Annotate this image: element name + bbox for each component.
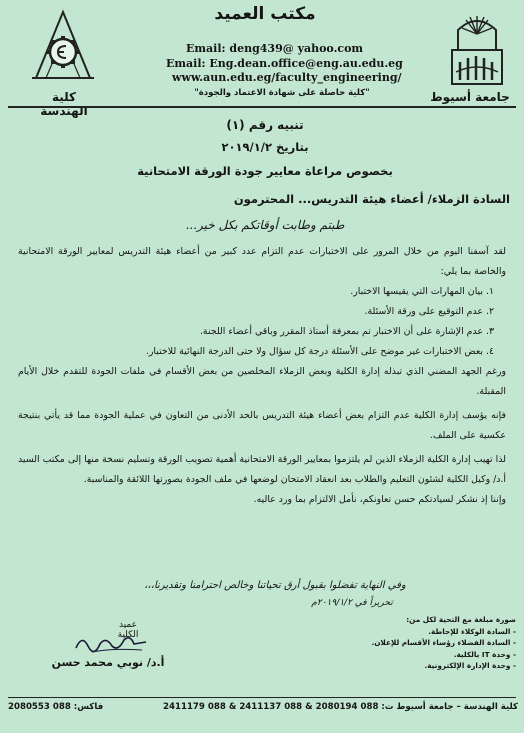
copies-item: - السادة الفضلاء رؤساء الأقسام للإعلان. bbox=[371, 638, 516, 647]
handwritten-signature-icon bbox=[72, 630, 152, 656]
paragraph-thanks: وإننا إذ نشكر لسيادتكم حسن تعاونكم، نأمل الالتزام بما ورد عاليه. bbox=[253, 494, 506, 505]
copies-item: - وحدة IT بالكلية. bbox=[453, 649, 516, 659]
copies-item: - السادة الوكلاء للإحاطة. bbox=[428, 626, 516, 636]
paragraph-request: لذا تهيب إدارة الكلية الزملاء الذين لم يلتزموا بمعايير الورقة الامتحانية أهمية تصويب الورقة وتسليم نسخة منها إلى مكتب السيد أ.د/ وكيل الكلية لشئون التعليم والطلاب بعد انعقاد الامتحان لوضعها في ملف الجودة بصورتها اللائقة والمناسبة. bbox=[18, 454, 506, 485]
copies-list bbox=[326, 614, 516, 672]
email-line-1: Email: deng439@ yahoo.com bbox=[186, 42, 364, 55]
list-item: ٣. عدم الإشارة على أن الاختبار تم بمعرفة أستاذ المقرر وباقي أعضاء اللجنة. bbox=[199, 326, 494, 337]
notice-subject: بخصوص مراعاة معايير جودة الورقة الامتحانية bbox=[137, 164, 393, 178]
dean-name: أ.د/ نوبي محمد حسن bbox=[51, 656, 165, 669]
footer-fax: فاكس: 088 2080553 bbox=[8, 702, 104, 712]
email-line-2: Email: Eng.dean.office@eng.au.edu.eg bbox=[166, 57, 403, 70]
accreditation-note: "كلية حاصلة على شهادة الاعتماد والجودة" bbox=[194, 88, 370, 98]
paragraph-regret: فإنه يؤسف إدارة الكلية عدم التزام بعض أعضاء هيئة التدريس بالحد الأدنى من التعاون في عملية الجودة مما قد يأتي بنتيجة عكسية على الملف. bbox=[18, 410, 506, 441]
salutation: السادة الزملاء/ أعضاء هيئة التدريس... المحترمون bbox=[233, 192, 510, 206]
faculty-logo-icon bbox=[26, 8, 100, 86]
footer-address: كلية الهندسة – جامعة أسيوط ت: 088 2080194 & 088 2411137 & 088 2411179 bbox=[163, 702, 518, 712]
intro-paragraph: لقد آسفنا اليوم من خلال المرور على الاختبارات عدم التزام عدد كبير من أعضاء هيئة التدريس لمعايير الورقة الامتحانية والخاصة بما يلي: bbox=[18, 246, 506, 277]
dean-title: عميد الكلية bbox=[117, 620, 139, 640]
list-item: ١. بيان المهارات التي يقيسها الاختبار. bbox=[350, 286, 494, 297]
copies-title: صورة مبلغة مع التحية لكل من: bbox=[406, 615, 516, 624]
footer-divider bbox=[8, 697, 516, 698]
list-item: ٢. عدم التوقيع على ورقة الأسئلة. bbox=[364, 306, 494, 317]
office-title: مكتب العميد bbox=[214, 4, 316, 24]
faculty-name: كلية الهندسة bbox=[40, 90, 88, 118]
university-name: جامعة أسيوط bbox=[430, 90, 510, 104]
closing-line: وفي النهاية تفضلوا بقبول أرق تحياتنا وخالص احترامنا وتقديرنا،،، bbox=[144, 580, 406, 591]
letter-body bbox=[18, 242, 506, 510]
header-divider bbox=[8, 106, 516, 108]
paragraph-effort: ورغم الجهد المضني الذي تبذله إدارة الكلية وبعض الزملاء المخلصين من بعض الأقسام في ملفات الجودة للتقدم خلال الأيام المقبلة. bbox=[18, 366, 506, 397]
greeting: طبتم وطابت أوقاتكم بكل خير... bbox=[185, 218, 345, 232]
website-link[interactable]: www.aun.edu.eg/faculty_engineering/ bbox=[172, 71, 402, 84]
notice-date: بتاريخ ٢٠١٩/١/٢ bbox=[221, 140, 309, 154]
copies-item: - وحدة الإدارة الإلكترونية. bbox=[424, 661, 516, 670]
university-logo-icon bbox=[444, 10, 510, 88]
notice-title: تنبيه رقم (١) bbox=[226, 118, 304, 132]
footer bbox=[8, 702, 518, 718]
list-item: ٤. بعض الاختبارات غير موضح على الأسئلة درجة كل سؤال ولا حتى الدرجة النهائية للاختبار. bbox=[145, 346, 494, 357]
written-date: تحريراً في ٢٠١٩/١/٢م bbox=[311, 598, 393, 608]
